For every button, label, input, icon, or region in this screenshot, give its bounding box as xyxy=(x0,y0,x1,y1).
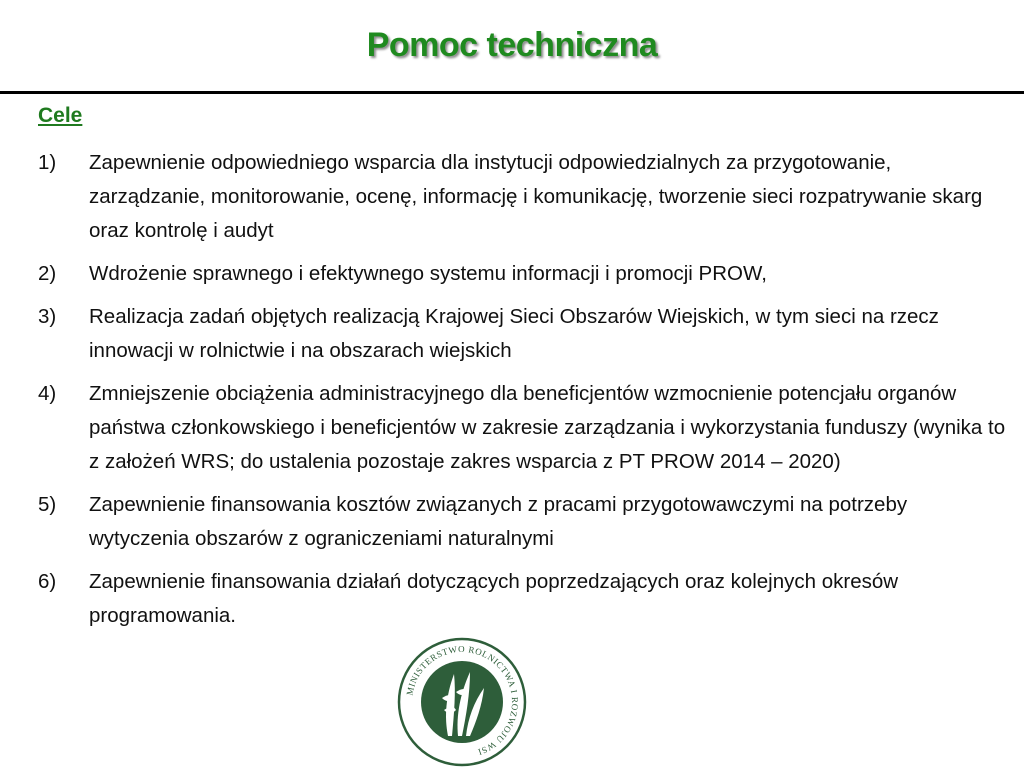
goal-item-4 xyxy=(38,377,1013,479)
goal-text: Zapewnienie odpowiedniego wsparcia dla instytucji odpowiedzialnych za przygotowanie, zarządzanie, monitorowanie, ocenę, informację i komunikację, tworzenie sieci rozpatrywanie skarg oraz kontrolę i audyt xyxy=(89,151,983,242)
goal-item-5 xyxy=(38,488,1013,556)
goal-text: Realizacja zadań objętych realizacją Krajowej Sieci Obszarów Wiejskich, w tym sieci na rzecz innowacji w rolnictwie i na obszarach wiejskich xyxy=(89,305,939,362)
goal-item-3 xyxy=(38,300,1013,368)
title-divider xyxy=(0,91,1024,94)
seal-graphic xyxy=(396,636,528,768)
goal-number: 3) xyxy=(38,305,57,328)
goal-item-2 xyxy=(38,257,1013,291)
goal-item-6 xyxy=(38,565,1013,633)
goal-text: Wdrożenie sprawnego i efektywnego systemu informacji i promocji PROW, xyxy=(89,262,767,285)
goal-number: 6) xyxy=(38,570,57,593)
goal-text: Zapewnienie finansowania kosztów związanych z pracami przygotowawczymi na potrzeby wytyczenia obszarów z ograniczeniami naturalnymi xyxy=(89,493,908,550)
goal-number: 2) xyxy=(38,262,57,285)
goal-number: 5) xyxy=(38,493,57,516)
goal-number: 4) xyxy=(38,382,57,405)
goal-number: 1) xyxy=(38,151,57,174)
svg-text:MINISTERSTWO ROLNICTWA I ROZWO: MINISTERSTWO ROLNICTWA I ROZWOJU WSI xyxy=(404,643,521,758)
goal-text: Zapewnienie finansowania działań dotyczących poprzedzających oraz kolejnych okresów programowania. xyxy=(89,570,899,627)
goal-item-1 xyxy=(38,146,1013,248)
ministry-seal-logo xyxy=(396,636,528,768)
slide-title: Pomoc techniczna xyxy=(366,26,658,64)
section-heading: Cele xyxy=(38,104,83,127)
goal-text: Zmniejszenie obciążenia administracyjnego dla beneficjentów wzmocnienie potencjału organów państwa członkowskiego i beneficjentów w zakresie zarządzania i wykorzystania funduszy (wynika to z założeń WRS; do ustalenia pozostaje zakres wsparcia z PT PROW 2014 – 2020) xyxy=(89,382,1006,473)
goals-list xyxy=(38,146,1013,642)
